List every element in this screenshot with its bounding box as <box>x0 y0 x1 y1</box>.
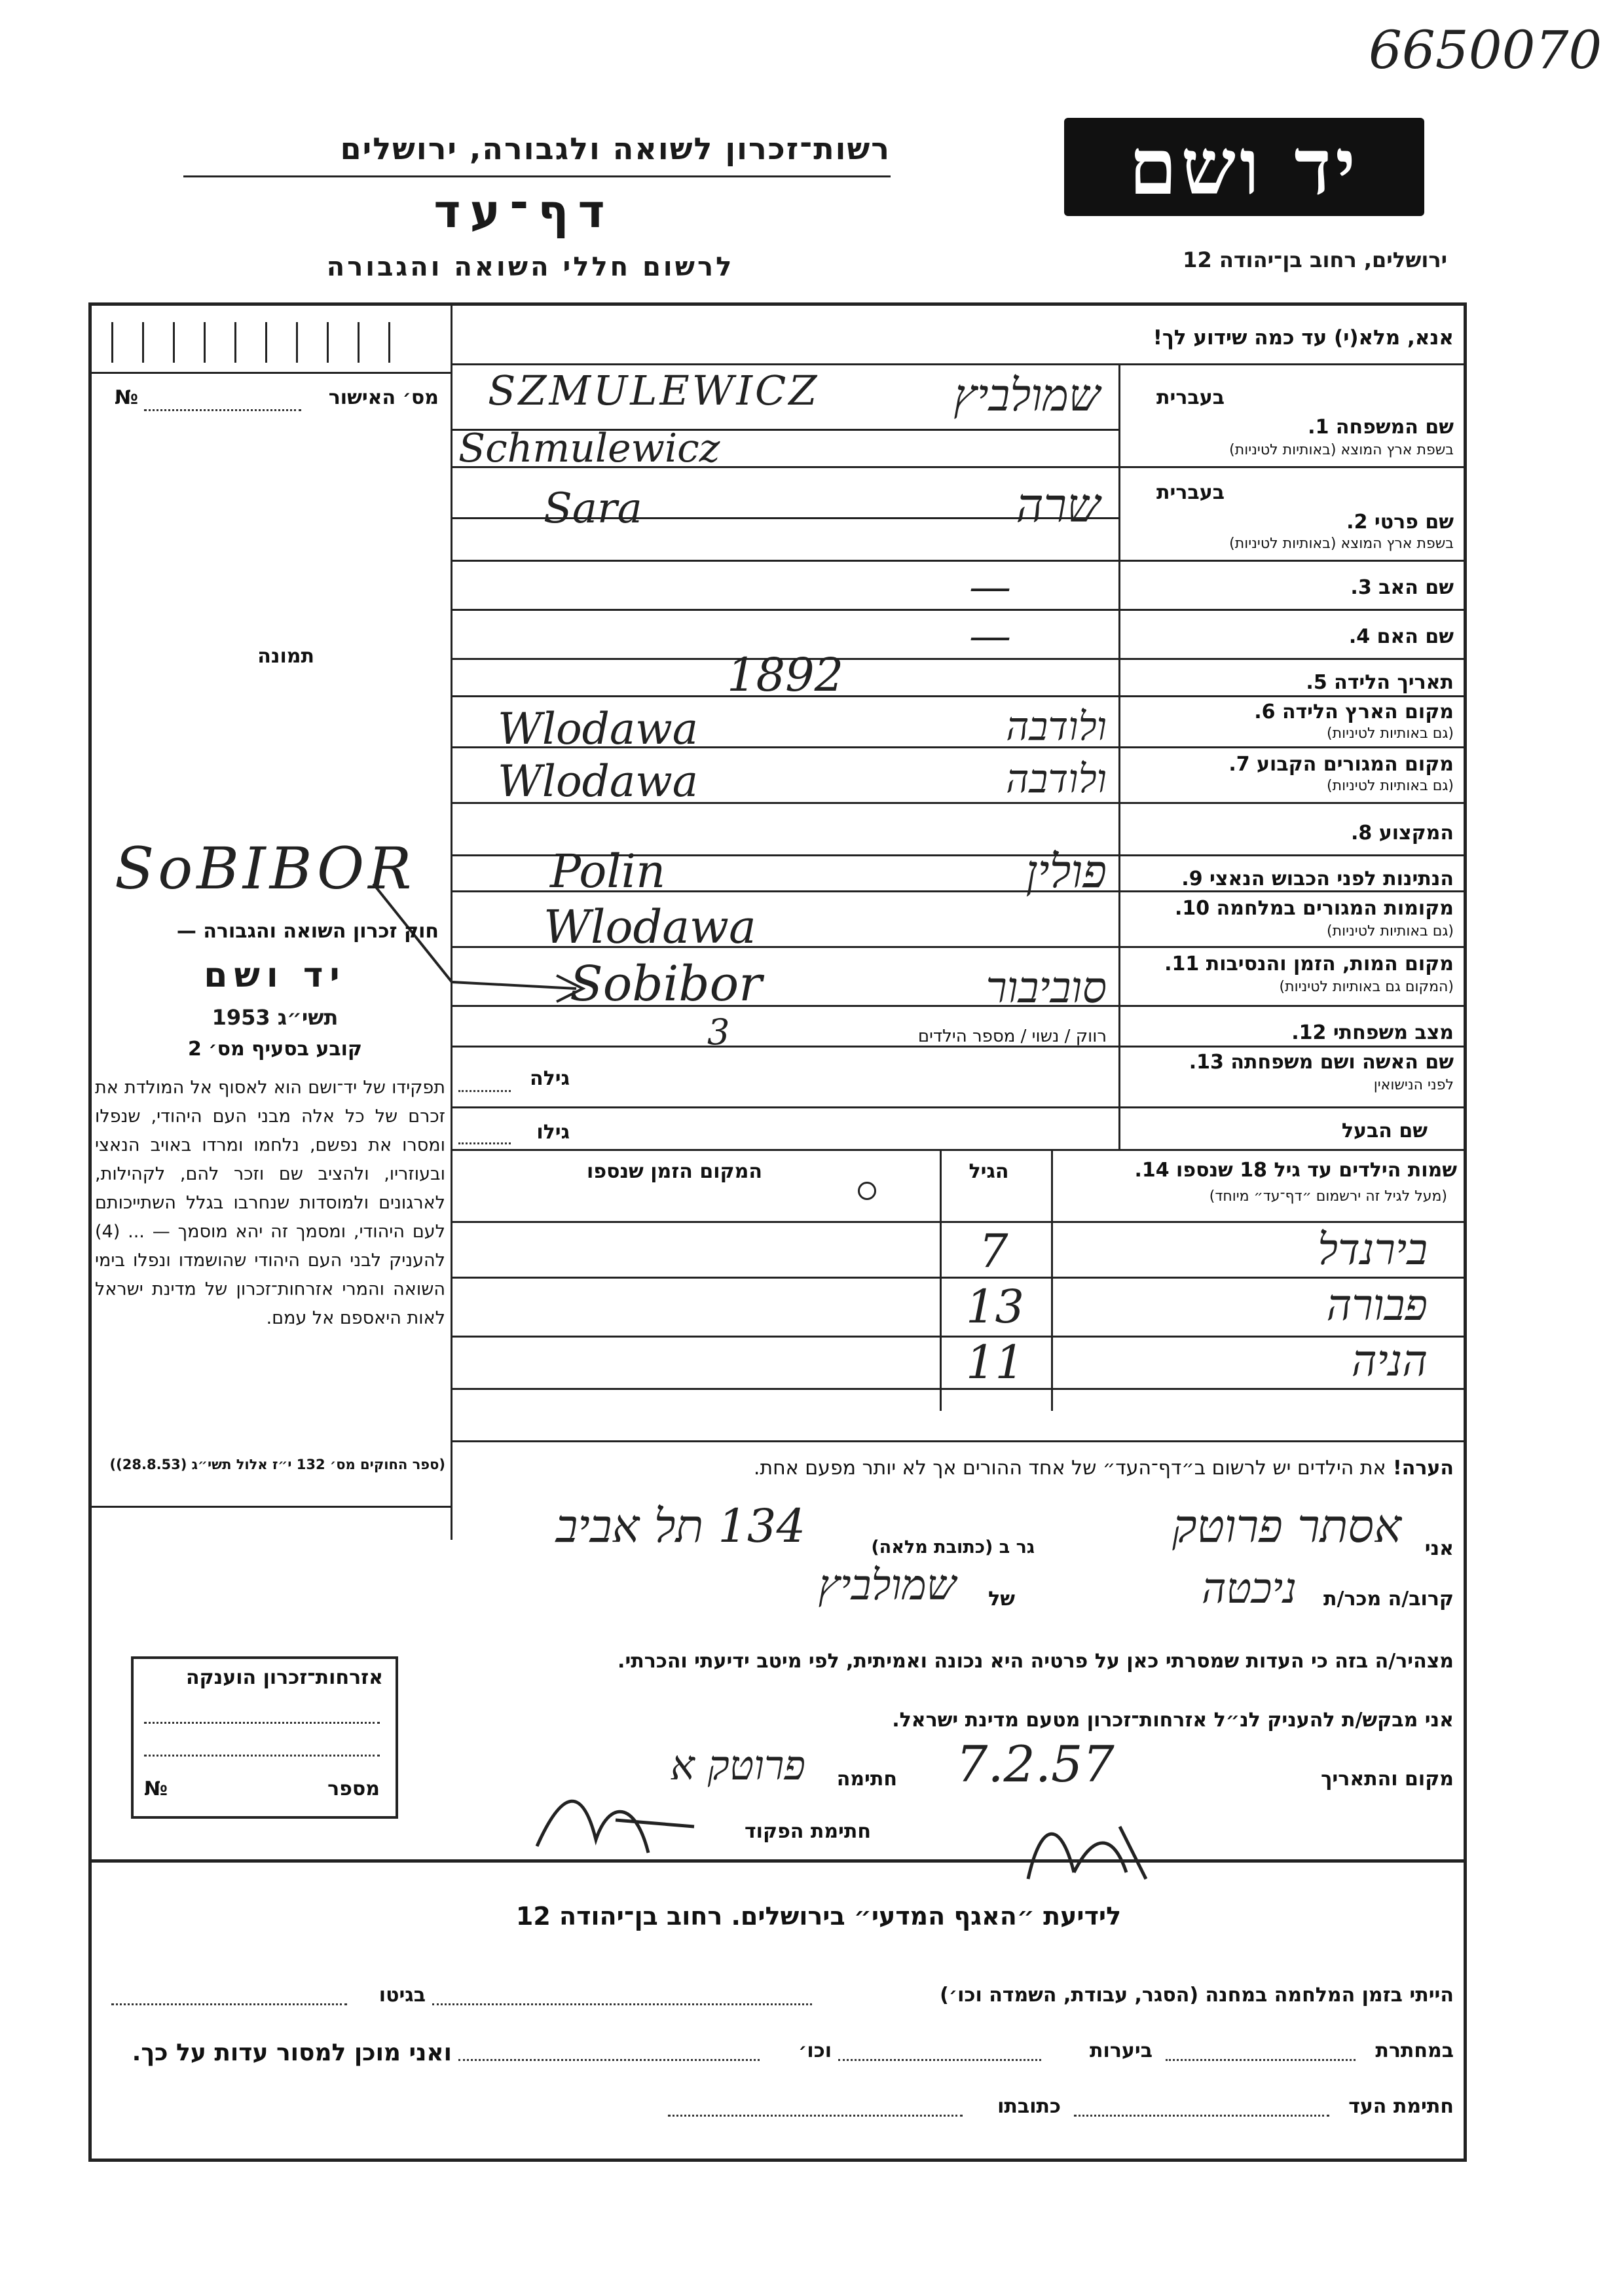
children-age-header: הגיל <box>969 1160 1009 1183</box>
death-place-latin: Sobibor <box>570 956 762 1012</box>
wartime-residence-latin: Wlodawa <box>544 900 756 954</box>
field-10-sub: (גם באותיות לטיניות) <box>1327 923 1454 939</box>
footer-line-2-blank-2 <box>838 2059 1041 2061</box>
children-sub: (מעל לגיל זה ירשמום ״דף־עד״ מיוחד) <box>1209 1188 1447 1205</box>
field-12-label: מצב משפחתי 12. <box>1291 1021 1454 1044</box>
field-2-label: שם פרטי 2. <box>1346 511 1454 534</box>
residence-hebrew: ולודבה <box>1006 756 1107 802</box>
rule-4 <box>451 658 1467 660</box>
certificate-number-label: מס׳ האישור <box>328 386 439 409</box>
field-11-sub: (המקום גם באותיות לטיניות) <box>1279 979 1454 995</box>
sobibor-note: SoBIBOR <box>115 835 416 902</box>
footer-line-2-blank-1 <box>1166 2059 1356 2061</box>
birth-place-hebrew: ולודבה <box>1006 704 1107 750</box>
signature-value: פרוטק א <box>670 1741 805 1789</box>
child-1-age: 7 <box>979 1224 1008 1278</box>
place-date-value: 7.2.57 <box>956 1735 1115 1793</box>
law-source: (ספר החוקים מס׳ 132 י״ז אלול תשי״ג (28.8.53)) <box>109 1457 445 1472</box>
field-1-label: שם המשפחה 1. <box>1308 416 1454 439</box>
footer-line-3-mid: כתובתו <box>997 2095 1061 2118</box>
authority-name: רשות־זכרון לשואה ולגבורה, ירושלים <box>340 131 891 166</box>
of-value: שמולביץ <box>818 1561 956 1610</box>
surname-hebrew: שמולביץ <box>953 370 1100 422</box>
footer-line-1-end: בגיטו <box>378 1984 426 2007</box>
husband-age-line <box>458 1142 511 1144</box>
instruction: אנא, מלא(י) עד כמה שידוע לך! <box>1153 326 1454 350</box>
declarant-signature-scribble <box>1015 1807 1172 1892</box>
photo-label: תמונה <box>257 645 314 668</box>
father-name-value: — <box>969 563 1011 611</box>
child-2-name: פבורה <box>1326 1280 1428 1330</box>
birth-place-latin: Wlodawa <box>498 704 699 754</box>
death-place-hebrew: סוביבור <box>986 962 1107 1013</box>
address: ירושלים, רחוב בן־יהודה 12 <box>1183 247 1447 272</box>
law-year: 1953 תשי״ג <box>212 1005 339 1030</box>
declarant-name: אסתר פרוטק <box>1172 1499 1401 1553</box>
child-3-age: 11 <box>966 1336 1025 1389</box>
signature-label: חתימה <box>836 1768 897 1791</box>
field-7-sub: (גם באותיות לטיניות) <box>1327 778 1454 794</box>
children-header-rule <box>451 1221 1467 1223</box>
law-text: תפקידו של יד־ושם הוא לאסוף אל המולדת את זכרם של כל אלה מבני העם היהודי, שנפלו ומסרו את נפשם, נלחמו ומרדו באויב הנאצי ובעוזריו, ולהציב שם וזכר להם, לקהילות, לארגונים ולמוסדות שנחרבו בגלל השתייכותם לעם היהודי, ומסמך זה יהא מוסמך — ... (4) להעניק לבני העם היהודי שהושמדו ונפלו בימי השואה והמרי אזרחות־זכרון של מדינת ישראל לאות היאספם אל עמם. <box>95 1078 445 1328</box>
children-rule-1 <box>451 1277 1467 1279</box>
citizenship-line-1 <box>144 1722 380 1724</box>
certificate-number-line <box>144 409 301 411</box>
rule-2b <box>451 560 1467 562</box>
footer-rule <box>88 1859 1467 1863</box>
remark-rule <box>451 1440 1467 1442</box>
child-2-age: 13 <box>966 1280 1025 1334</box>
footer-line-1-end-blank <box>111 2003 347 2005</box>
field-13-label: שם האשה ושם משפחתה 13. <box>1189 1051 1454 1074</box>
child-1-name: בירנדל <box>1318 1224 1428 1275</box>
footer-line-2-mid2: וכו׳ <box>798 2039 832 2062</box>
field-10-label: מקומות המגורים במלחמה 10. <box>1175 897 1454 920</box>
citizenship-number-symbol: № <box>144 1777 168 1800</box>
field-6-label: מקום הארץ הלידה 6. <box>1254 701 1454 723</box>
footer-line-3-start: חתימת העד <box>1348 2095 1454 2118</box>
footer-line-2-start: במחתרת <box>1375 2039 1454 2062</box>
rule-14 <box>451 1149 1467 1151</box>
barcode-rule <box>92 372 451 374</box>
child-3-name: הניה <box>1351 1336 1428 1386</box>
footer-heading: לידיעת ״האגף המדעי״ בירושלים. רחוב בן־יהודה 12 <box>515 1902 1122 1931</box>
footer-line-2-blank-3 <box>458 2059 760 2061</box>
remark: הערה! את הילדים יש לרשום ב״דף־העד״ של אחד ההורים אך לא יותר מפעם אחת. <box>753 1457 1454 1480</box>
field-2-tag: בעברית <box>1156 481 1225 504</box>
rule-3 <box>451 609 1467 611</box>
children-count-value: 3 <box>707 1011 730 1053</box>
citizenship-line-2 <box>144 1755 380 1757</box>
field-1-sub: בשפת ארץ המוצא (באותיות לטיניות) <box>1229 442 1454 458</box>
field-4-label: שם האם 4. <box>1348 625 1454 648</box>
family-status-options: רווק / נשוי / מספר הילדים <box>917 1027 1107 1046</box>
first-name-hebrew: שרה <box>1016 478 1100 533</box>
footer-line-2-end: ואני מוכן למסור עדות על כך. <box>132 2039 452 2066</box>
officer-signature-label: חתימת הפקוד <box>745 1820 871 1843</box>
footer-line-1-start: הייתי בזמן המלחמה במחנה (הסגר, עבודת, השמדה וכו׳) <box>940 1984 1454 2007</box>
certificate-number-symbol: № <box>115 386 139 409</box>
law-clause: קובע בסעיף מס׳ 2 <box>187 1038 363 1061</box>
children-place-header: המקום הזמן שנספו <box>587 1160 762 1183</box>
children-col-1 <box>940 1149 942 1411</box>
field-11-label: מקום המות, הזמן והנסיבות 11. <box>1164 953 1454 975</box>
law-box-bottom <box>92 1506 451 1508</box>
rule-5 <box>451 695 1467 697</box>
declaration-text: מצהיר/ה בזה כי העדות שמסרתי כאן על פרטיה היא נכונה ואמיתית, לפי מיטב ידיעתי והכרתי. <box>618 1650 1454 1673</box>
archive-number: 6650070 <box>1369 20 1602 81</box>
instruction-rule <box>451 363 1467 365</box>
residence-latin: Wlodawa <box>498 756 699 807</box>
request-text: אני מבקש/ת להעניק לנ״ל אזרחות־זכרון מטעם מדינת ישראל. <box>892 1709 1454 1732</box>
field-1-tag: בעברית <box>1156 386 1225 409</box>
birth-date-value: 1892 <box>727 648 844 702</box>
nationality-hebrew: פולין <box>1025 845 1107 898</box>
of-label: של <box>988 1588 1015 1611</box>
surname-latin: SZMULEWICZ <box>488 367 820 414</box>
field-9-label: הנתינות לפני הכבוש הנאצי 9. <box>1181 867 1454 890</box>
field-3-label: שם האב 3. <box>1350 576 1454 599</box>
law-title: חוק זכרון השואה והגבורה — <box>176 920 439 943</box>
nationality-latin: Polin <box>550 845 666 898</box>
field-6-sub: (גם באותיות לטיניות) <box>1327 725 1454 742</box>
place-date-label: מקום והתאריך <box>1321 1768 1454 1791</box>
field-8-label: המקצוע 8. <box>1350 822 1454 845</box>
first-name-latin: Sara <box>544 484 642 533</box>
footer-line-3-blank-1 <box>1074 2115 1329 2117</box>
children-rule-3 <box>451 1388 1467 1390</box>
mother-name-value: — <box>969 612 1011 661</box>
husband-name-label: שם הבעל <box>1341 1120 1428 1142</box>
children-label: שמות הילדים עד גיל 18 שנספו 14. <box>1134 1159 1457 1182</box>
footer-line-2-mid: ביערות <box>1090 2039 1153 2062</box>
rule-13 <box>451 1106 1467 1108</box>
declarant-address: 134 תל אביב <box>555 1499 805 1553</box>
header-rule <box>183 175 891 177</box>
form-title: דף־עד <box>434 185 614 238</box>
wife-age-label: גילה <box>530 1067 570 1090</box>
surname-latin-2: Schmulewicz <box>458 426 720 471</box>
declarant-address-label: גר ב (כתובת מלאה) <box>871 1537 1035 1558</box>
barcode-strip <box>111 322 439 368</box>
yad-vashem-logo: יד ושם <box>1064 118 1424 216</box>
footer-line-3-blank-2 <box>668 2115 963 2117</box>
officer-signature-scribble <box>524 1781 720 1872</box>
wife-age-line <box>458 1090 511 1092</box>
relation-value: ניכטה <box>1201 1565 1297 1613</box>
relation-label: קרוב/ה מכר/ת <box>1323 1588 1454 1611</box>
children-col-2 <box>1051 1149 1053 1411</box>
declarant-i-label: אני <box>1424 1537 1454 1560</box>
footer-line-1-blank <box>432 2003 812 2005</box>
law-name: יד ושם <box>204 956 346 995</box>
citizenship-box-title: אזרחות־זכרון הוענקה <box>185 1666 383 1689</box>
form-subtitle: לרשום חללי השואה והגבורה <box>326 252 735 282</box>
field-2-sub: בשפת ארץ המוצא (באותיות לטיניות) <box>1229 536 1454 552</box>
label-column-divider <box>1118 363 1120 1149</box>
field-7-label: מקום המגורים הקבוע 7. <box>1228 753 1454 776</box>
citizenship-number-label: מספר <box>327 1777 380 1800</box>
field-5-label: תאריך הלידה 5. <box>1306 671 1454 694</box>
field-13-sub: לפני הנישואין <box>1373 1077 1454 1093</box>
husband-age-label: גילו <box>536 1121 570 1144</box>
children-ring-icon <box>858 1182 876 1200</box>
